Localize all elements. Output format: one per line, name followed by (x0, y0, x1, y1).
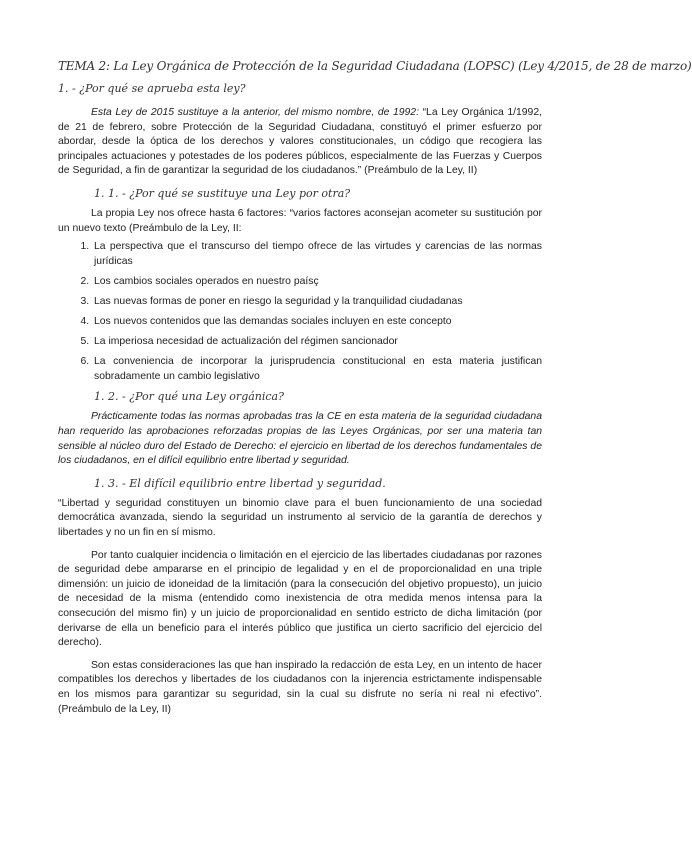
section-1-1-intro: La propia Ley nos ofrece hasta 6 factores: “varios factores aconsejan acometer su sustitución por un nuevo texto (Preámbulo de la Ley, II: (58, 207, 542, 234)
section-1-lead: Esta Ley de 2015 sustituye a la anterior, del mismo nombre, de 1992: (91, 107, 419, 118)
section-1-1-heading: 1. 1. - ¿Por qué se sustituye una Ley por otra? (94, 186, 351, 200)
section-1-3-paragraph-1: “Libertad y seguridad constituyen un binomio clave para el buen funcionamiento de una sociedad democrática avanzada, siendo la seguridad un instrumento al servicio de la garantía de derechos y libertades y no un fin en sí mismo. (58, 497, 542, 538)
section-1-quote: “La Ley Orgánica 1/1992, de 21 de febrero, sobre Protección de la Seguridad Ciudadana, constituyó el primer esfuerzo por abordar, desde la óptica de los derechos y valores constitucionales, un código que recogiera las principales actuaciones y potestades de los poderes públicos, especialmente de las Fuerzas y Cuerpos de Seguridad, a fin de garantizar la seguridad de los ciudadanos.” (Preámbulo de la Ley, II) (58, 107, 542, 177)
list-item: 6. La conveniencia de incorporar la jurisprudencia constitucional en esta materia justifican sobradamente un cambio legislativo (92, 355, 542, 384)
section-1-3-heading: 1. 3. - El difícil equilibrio entre libertad y seguridad. (94, 476, 386, 490)
section-1-3-paragraph-3: Son estas consideraciones las que han inspirado la redacción de esta Ley, en un intento de hacer compatibles los derechos y libertades de los ciudadanos con la injerencia estrictamente indispensable en los mismos para garantizar su seguridad, sin la cual su disfrute no sería ni real ni efectivo”. (Preámbulo de la Ley, II) (58, 659, 542, 715)
list-item: 5. La imperiosa necesidad de actualización del régimen sancionador (92, 335, 542, 350)
section-1-2-heading: 1. 2. - ¿Por qué una Ley orgánica? (94, 390, 285, 404)
section-1-2-paragraph: Prácticamente todas las normas aprobadas tras la CE en esta materia de la seguridad ciudadana han requerido las aprobaciones reforzadas propias de las Leyes Orgánicas, por ser una materia tan sensible al núcleo duro del Estado de Derecho: el ejercicio en libertad de los derechos fundamentales de los ciudadanos, en el difícil equilibrio entre libertad y seguridad. (58, 411, 542, 467)
list-item: 1. La perspectiva que el transcurso del tiempo ofrece de las virtudes y carencias de las normas jurídicas (92, 240, 542, 269)
document-title: TEMA 2: La Ley Orgánica de Protección de la Seguridad Ciudadana (LOPSC) (Ley 4/2015, de 28 de marzo) (58, 59, 692, 73)
section-1-paragraph (58, 106, 542, 179)
list-item: 2. Los cambios sociales operados en nuestro paísç (92, 275, 542, 290)
section-1-3-paragraph-2: Por tanto cualquier incidencia o limitación en el ejercicio de las libertades ciudadanas por razones de seguridad debe ampararse en el principio de legalidad y en el de proporcionalidad en una triple dimensión: un juicio de idoneidad de la limitación (para la consecución del objetivo propuesto), un juicio de necesidad de la misma (entendido como inexistencia de otra medida menos intensa para la consecución del mismo fin) y un juicio de proporcionalidad en sentido estricto de dicha limitación (por derivarse de ella un beneficio para el interés público que justifica un cierto sacrificio del ejercicio del derecho). (58, 549, 542, 649)
section-1-heading: 1. - ¿Por qué se aprueba esta ley? (58, 82, 246, 95)
list-item: 3. Las nuevas formas de poner en riesgo la seguridad y la tranquilidad ciudadanas (92, 295, 542, 310)
list-item: 4. Los nuevos contenidos que las demandas sociales incluyen en este concepto (92, 315, 542, 330)
factors-list (58, 240, 542, 384)
